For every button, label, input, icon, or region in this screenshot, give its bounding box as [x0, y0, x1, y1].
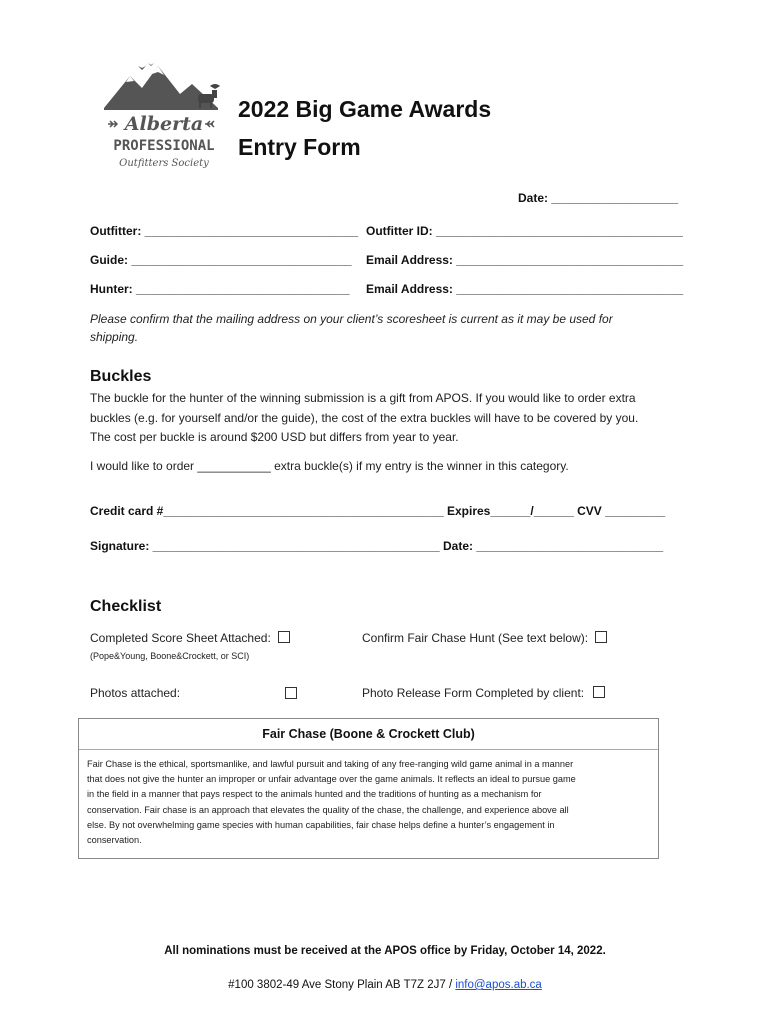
outfitter-id-field[interactable]: Outfitter ID: _____________________________________ — [366, 224, 683, 238]
fair-chase-text — [87, 757, 648, 848]
fair-chase-checkbox[interactable] — [595, 631, 607, 643]
fair-chase-title: Fair Chase (Boone & Crockett Club) — [262, 727, 475, 741]
guide-field[interactable]: Guide: _________________________________ — [90, 253, 352, 267]
fair-chase-line: conservation. Fair chase is an approach that elevates the quality of the chase, the challenge, and experience above all — [87, 804, 569, 815]
fair-chase-line: conservation. — [87, 835, 142, 846]
email-link[interactable]: info@apos.ab.ca — [455, 979, 542, 991]
title-line-2: Entry Form — [238, 134, 361, 160]
divider — [79, 749, 658, 750]
fair-chase-line: that does not give the hunter an improper or unfair advantage over the game animals. It reflects an ideal to pursue game — [87, 774, 576, 785]
guide-email-field[interactable]: Email Address: __________________________________ — [366, 253, 684, 267]
page-title — [238, 90, 491, 166]
fair-chase-line: in the field in a manner that pays respect to the animals hunted and the traditions of hunting as a mechanism for — [87, 789, 542, 800]
apos-logo — [100, 58, 230, 173]
release-checkbox[interactable] — [593, 686, 605, 698]
fair-chase-line: Fair Chase is the ethical, sportsmanlike, and lawful pursuit and taking of any free-ranging wild game animal in a manner — [87, 759, 574, 769]
buckles-line-3: The cost per buckle is around $200 USD but differs from year to year. — [90, 430, 459, 444]
fair-chase-box — [78, 718, 659, 859]
outfitter-field[interactable]: Outfitter: ________________________________ — [90, 224, 359, 238]
title-line-1: 2022 Big Game Awards — [238, 96, 492, 122]
logo-professional: PROFESSIONAL — [113, 138, 215, 154]
deadline-notice: All nominations must be received at the APOS office by Friday, October 14, 2022. — [164, 945, 606, 957]
buckles-heading: Buckles — [90, 368, 152, 385]
mailing-note — [90, 310, 690, 346]
photos-checkbox[interactable] — [285, 687, 297, 699]
fair-chase-item — [362, 631, 607, 645]
hunter-email-field[interactable]: Email Address: __________________________________ — [366, 282, 684, 296]
buckles-paragraph — [90, 389, 730, 448]
date-field[interactable]: Date: ___________________ — [518, 191, 679, 205]
logo-outfitters: Outfitters Society — [119, 158, 209, 169]
mailing-note-line-2: shipping. — [90, 330, 139, 344]
fair-chase-line: else. By not overwhelming game species with human capabilities, fair chase helps define a hunter’s engagement in — [87, 819, 555, 830]
credit-card-field[interactable]: Credit card #__________________________________________ Expires______/______ CVV _________ — [90, 504, 666, 518]
checklist-heading: Checklist — [90, 598, 162, 615]
mailing-note-line-1: Please confirm that the mailing address on your client’s scoresheet is current as it may be used for — [90, 312, 613, 326]
bird-icons — [138, 63, 154, 70]
buckles-line-1: The buckle for the hunter of the winning submission is a gift from APOS. If you would like to order extra — [90, 391, 636, 405]
address-text: #100 3802-49 Ave Stony Plain AB T7Z 2J7 / — [228, 979, 453, 991]
hunter-field[interactable]: Hunter: ________________________________ — [90, 282, 350, 296]
score-sheet-checkbox[interactable] — [278, 631, 290, 643]
photos-label: Photos attached: — [90, 686, 181, 700]
score-sheet-label: Completed Score Sheet Attached: — [90, 631, 271, 645]
signature-field[interactable]: Signature: ___________________________________________ Date: ____________________________ — [90, 539, 664, 553]
release-item — [362, 686, 605, 700]
buckle-order-field[interactable]: I would like to order ___________ extra buckle(s) if my entry is the winner in this category. — [90, 459, 569, 473]
buckles-line-2: buckles (e.g. for yourself and/or the guide), the cost of the extra buckles will have to be covered by you. — [90, 410, 639, 425]
fair-chase-label: Confirm Fair Chase Hunt (See text below): — [362, 631, 589, 645]
logo-alberta: Alberta — [124, 113, 204, 135]
release-label: Photo Release Form Completed by client: — [362, 686, 585, 700]
score-sheet-note: (Pope&Young, Boone&Crockett, or SCI) — [90, 651, 250, 661]
contact-line — [0, 979, 770, 991]
score-sheet-item — [90, 631, 290, 645]
